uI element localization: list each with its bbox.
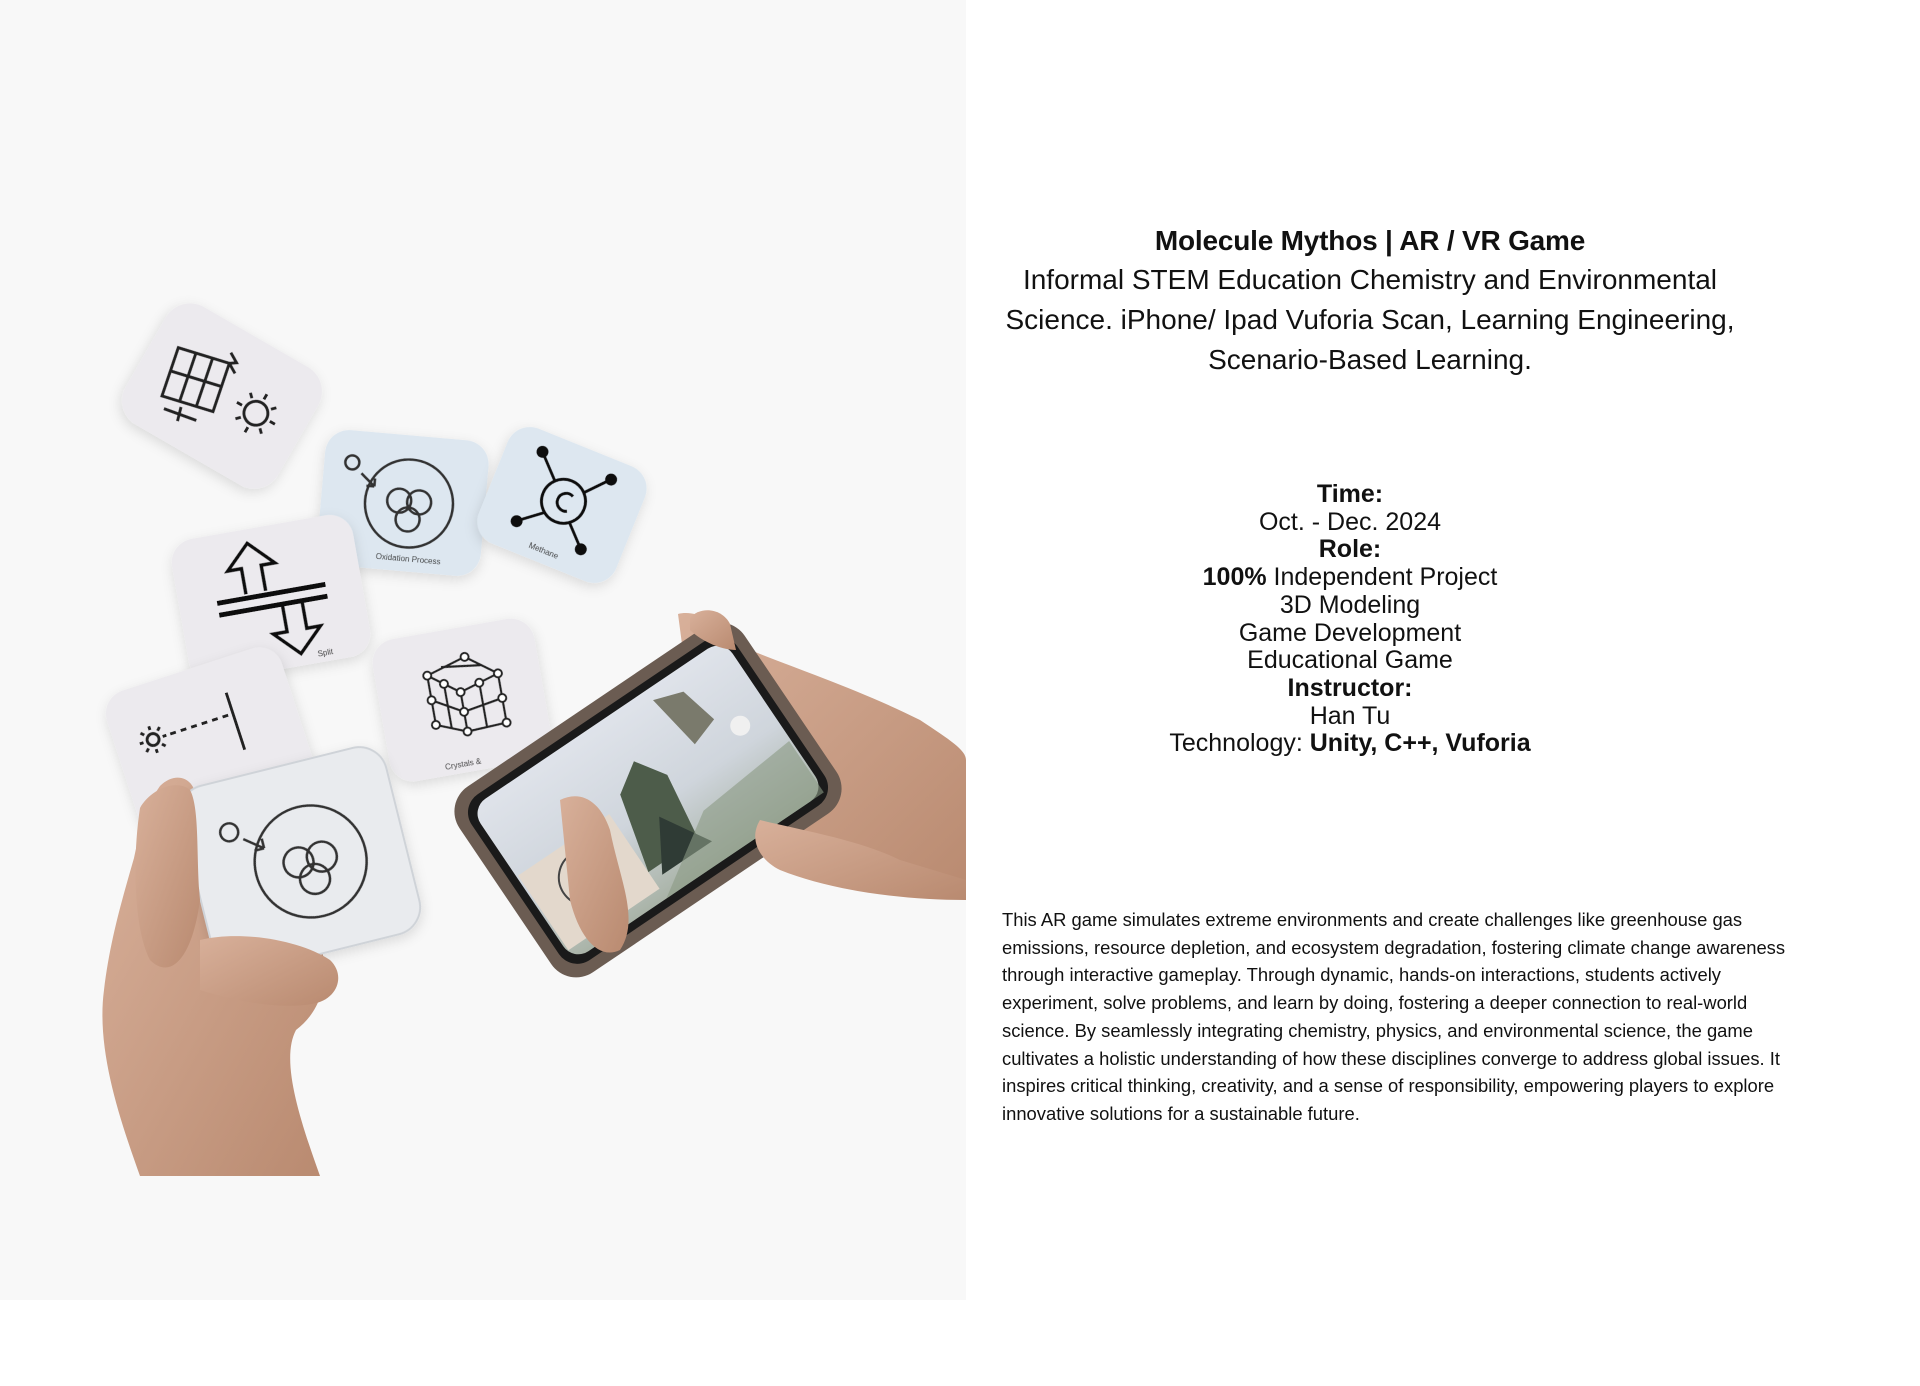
technology-line <box>1050 730 1650 758</box>
project-header <box>980 222 1760 380</box>
card-solar <box>112 293 332 499</box>
hero-image <box>0 0 966 1300</box>
instructor-value: Han Tu <box>1309 701 1391 730</box>
time-label: Time: <box>1316 480 1384 508</box>
card-methane-label: Methane <box>527 540 560 561</box>
role-line <box>1050 564 1650 592</box>
role-item: Educational Game <box>1247 646 1453 675</box>
project-info <box>1050 481 1650 758</box>
card-split-label: Split <box>316 647 334 659</box>
role-item: 3D Modeling <box>1279 590 1421 619</box>
card-methane <box>470 420 654 590</box>
technology-label: Technology: <box>1169 729 1310 758</box>
technology-value: Unity, C++, Vuforia <box>1309 729 1531 758</box>
card-oxidation-label: Oxidation Process <box>375 551 441 567</box>
time-value: Oct. - Dec. 2024 <box>1258 507 1442 536</box>
project-description: This AR game simulates extreme environments and create challenges like greenhouse gas emissions, resource depletion, and ecosystem degradation, fostering climate change awareness through interactive gameplay. Through dynamic, hands-on interactions, students actively experiment, solve problems, and learn by doing, fostering a deeper connection to real-world science. By seamlessly integrating chemistry, physics, and environmental science, the game cultivates a holistic understanding of how these disciplines converge to address global issues. It inspires critical thinking, creativity, and a sense of responsibility, empowering players to explore innovative solutions for a sustainable future. <box>1002 909 1786 1124</box>
role-value: Independent Project <box>1266 563 1498 592</box>
role-percent: 100% <box>1202 563 1267 592</box>
ar-cards-illustration <box>0 0 966 1300</box>
instructor-label: Instructor: <box>1287 673 1413 702</box>
project-title: Molecule Mythos | AR / VR Game <box>1154 225 1586 256</box>
role-label: Role: <box>1318 535 1382 564</box>
role-item: Game Development <box>1238 618 1462 647</box>
card-crystals-label: Crystals & <box>444 756 482 772</box>
project-subtitle: Informal STEM Education Chemistry and Environmental Science. iPhone/ Ipad Vuforia Scan, Learning Engineering, Scenario-Based Learning. <box>1005 264 1735 375</box>
